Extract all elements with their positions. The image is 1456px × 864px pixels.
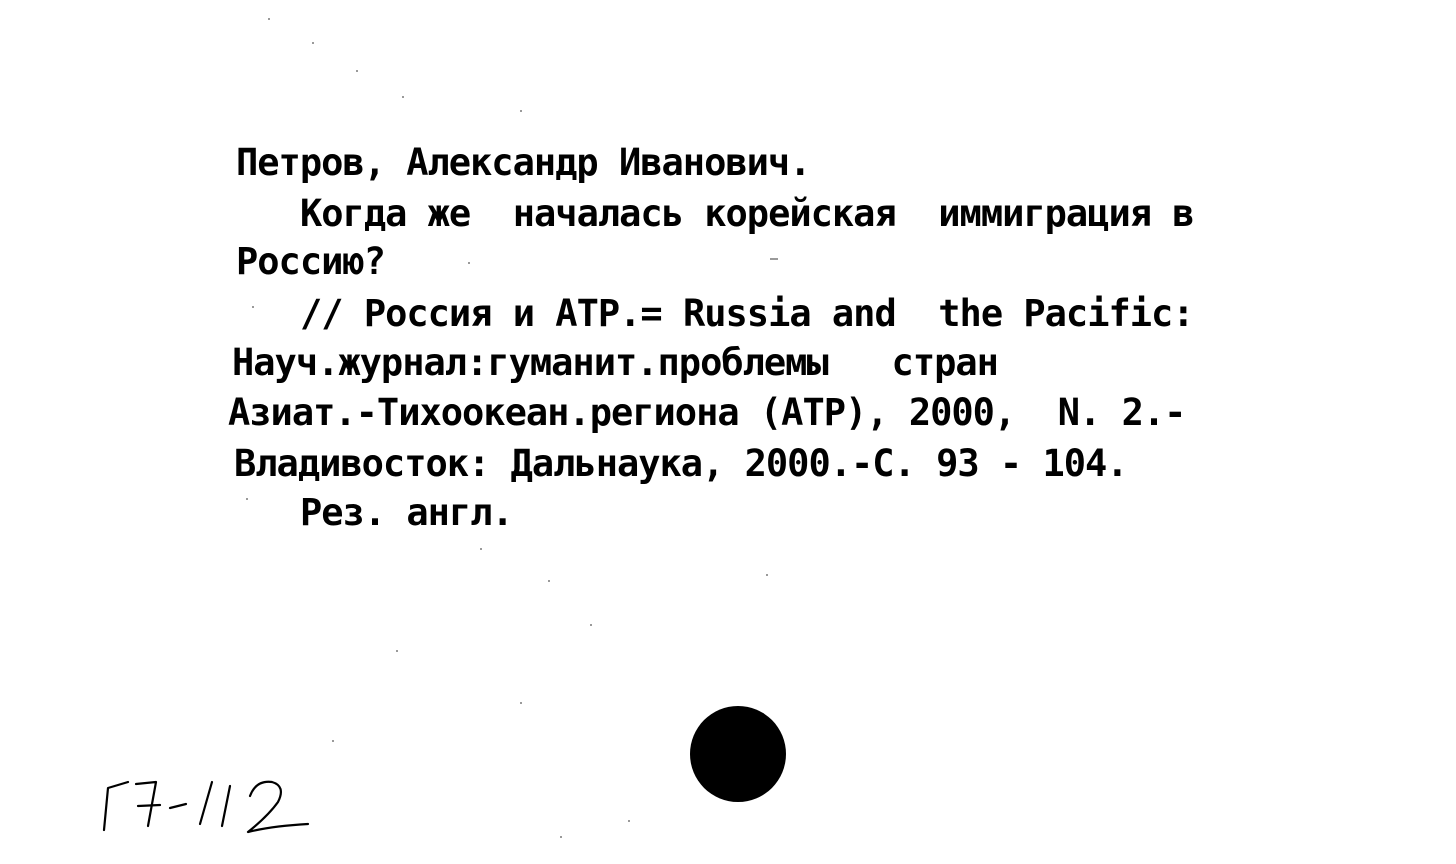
punch-hole bbox=[690, 706, 786, 802]
scan-speck bbox=[628, 820, 630, 822]
scan-speck bbox=[520, 110, 522, 112]
imprint-line: Владивосток: Дальнаука, 2000.-С. 93 - 104. bbox=[234, 442, 1128, 485]
source-line-3: Азиат.-Тихоокеан.региона (АТР), 2000, N. 2.- bbox=[228, 391, 1186, 434]
scan-speck bbox=[770, 258, 778, 260]
title-line-2: Россию? bbox=[236, 240, 385, 283]
scan-speck bbox=[590, 624, 592, 626]
scan-speck bbox=[560, 836, 562, 838]
scan-speck bbox=[268, 18, 270, 20]
summary-note: Рез. англ. bbox=[300, 491, 513, 534]
scan-speck bbox=[246, 498, 248, 500]
scan-speck bbox=[252, 306, 254, 308]
source-line-2: Науч.журнал:гуманит.проблемы стран bbox=[232, 341, 998, 384]
author-line: Петров, Александр Иванович. bbox=[236, 141, 811, 184]
scan-speck bbox=[468, 262, 470, 264]
scan-speck bbox=[356, 70, 358, 72]
scan-speck bbox=[766, 574, 768, 576]
scan-speck bbox=[396, 650, 398, 652]
source-line-1: // Россия и АТР.= Russia and the Pacific: bbox=[300, 292, 1194, 335]
scan-speck bbox=[548, 580, 550, 582]
title-line-1: Когда же началась корейская иммиграция в bbox=[300, 192, 1194, 235]
scan-speck bbox=[402, 96, 404, 98]
scan-speck bbox=[312, 42, 314, 44]
scan-speck bbox=[480, 548, 482, 550]
scan-speck bbox=[520, 702, 522, 704]
scan-speck bbox=[332, 740, 334, 742]
handwritten-shelfmark bbox=[96, 768, 326, 838]
